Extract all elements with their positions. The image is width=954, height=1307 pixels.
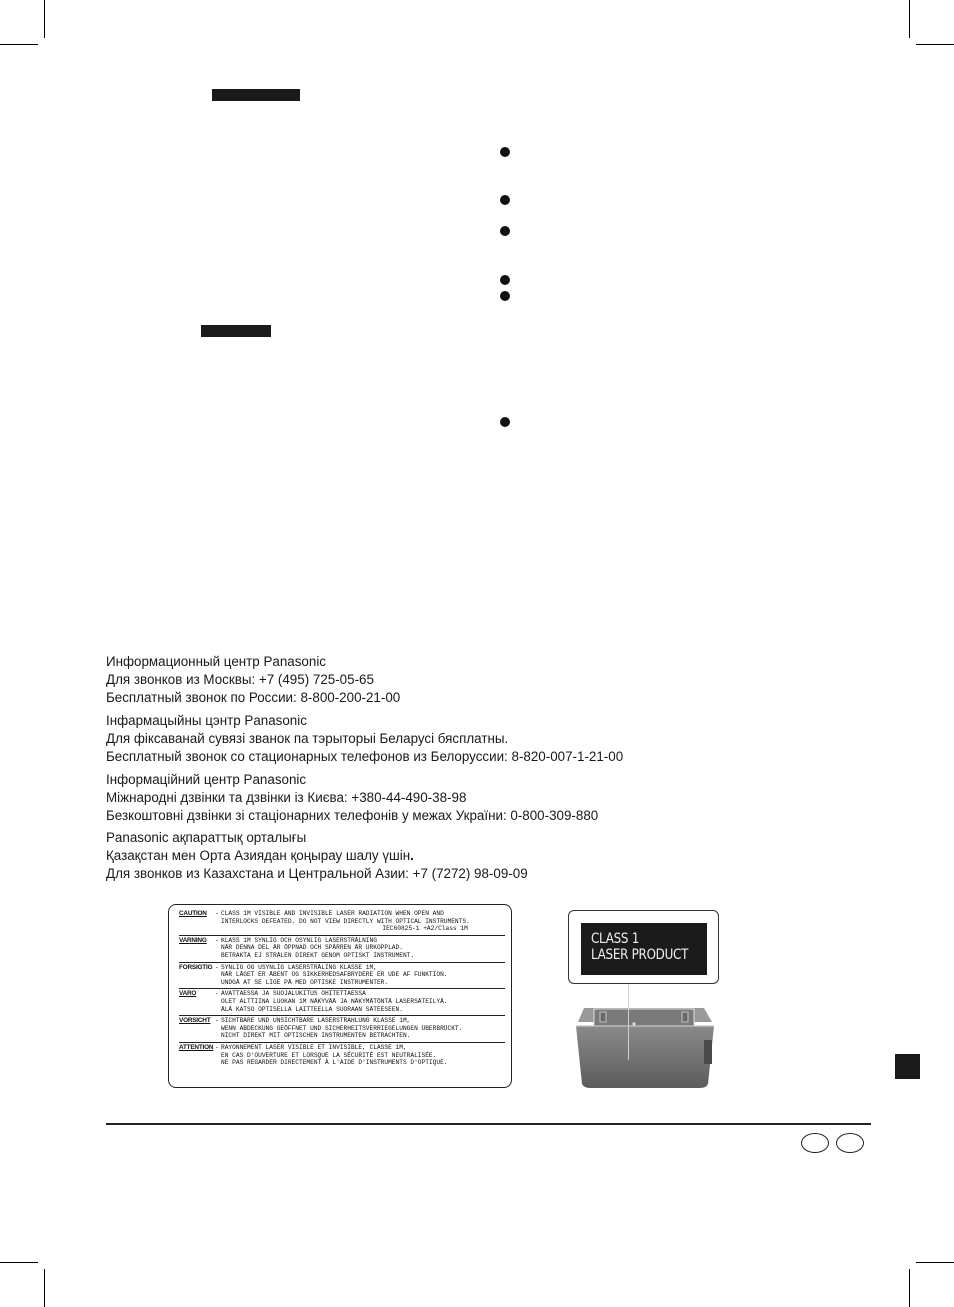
contact-block-ukraine — [106, 771, 806, 825]
warning-line: ÄLÄ KATSO OPTISELLA LAITTEELLA SUORAAN SÄTEESEEN. — [221, 1005, 403, 1013]
warning-key: CAUTION — [179, 910, 207, 917]
contact-line: Бесплатный звонок со стационарных телефонов из Белоруссии: 8-820-007-1-21-00 — [106, 749, 624, 764]
bullet-icon — [500, 291, 510, 301]
warning-line: KLASS 1M SYNLIG OCH OSYNLIG LASERSTRÅLNING — [221, 936, 377, 944]
warning-row: ATTENTION - RAYONNEMENT LASER VISIBLE ET INVISIBLE, CLASSE 1M, EN CAS D'OUVERTURE ET LORSQUE LA SÉCURITÉ EST NEUTRALISÉE. NE PAS REGARDER DIRECTEMENT À L'AIDE D'INSTRUMENTS D'OPTIQUE. — [179, 1043, 448, 1067]
warning-line: BETRAKTA EJ STRÅLEN DIREKT GENOM OPTISKT INSTRUMENT. — [221, 951, 415, 959]
crop-mark — [916, 1262, 954, 1263]
warning-line: AVATTAESSA JA SUOJALUKITUS OHITETTAESSA — [221, 990, 366, 998]
crop-mark — [909, 0, 910, 38]
device-illustration — [570, 1000, 720, 1092]
warning-line: CLASS 1M VISIBLE AND INVISIBLE LASER RADIATION WHEN OPEN AND — [221, 910, 444, 917]
warning-line: INTERLOCKS DEFEATED. DO NOT VIEW DIRECTLY WITH OPTICAL INSTRUMENTS. — [221, 917, 470, 925]
warning-row: VARO - AVATTAESSA JA SUOJALUKITUS OHITETTAESSA OLET ALTTIINA LUOKAN 1M NÄKYVÄÄ JA NÄKYMÄTÖNTÄ LASERSÄTEILYÄ. ÄLÄ KATSO OPTISELLA LAITTEELLA SUORAAN SÄTEESEEN. — [179, 989, 505, 1016]
contact-line: Бесплатный звонок по России: 8-800-200-21-00 — [106, 690, 401, 705]
class-label-line2: LASER PRODUCT — [591, 947, 689, 963]
warning-line: SICHTBARE UND UNSICHTBARE LASERSTRAHLUNG KLASSE 1M, — [221, 1017, 411, 1025]
warning-line: RAYONNEMENT LASER VISIBLE ET INVISIBLE, CLASSE 1M, — [221, 1043, 407, 1051]
bullet-icon — [500, 417, 510, 427]
crop-mark — [44, 0, 45, 38]
heading-bar — [201, 325, 271, 337]
contact-block-belarus — [106, 712, 806, 766]
warning-row: CAUTION - CLASS 1M VISIBLE AND INVISIBLE LASER RADIATION WHEN OPEN AND INTERLOCKS DEFEATED. DO NOT VIEW DIRECTLY WITH OPTICAL INSTRUMENTS. IEC60825-1 +A2/Class 1M — [179, 909, 505, 936]
crop-mark — [909, 1269, 910, 1307]
crop-mark — [44, 1269, 45, 1307]
warning-key: VARNING — [179, 936, 207, 944]
bullet-icon — [500, 275, 510, 285]
page-oval-marker — [836, 1133, 864, 1153]
contact-title: Информационный центр Panasonic — [106, 654, 326, 669]
warning-reference: IEC60825-1 +A2/Class 1M — [382, 925, 468, 933]
contact-title: Інфармацыйны цэнтр Panasonic — [106, 713, 307, 728]
bullet-icon — [500, 226, 510, 236]
warning-key: VARO — [179, 990, 197, 998]
crop-mark — [916, 44, 954, 45]
contact-title: Panasonic ақпараттық орталығы — [106, 830, 307, 845]
warning-row: FORSIGTIG - SYNLIG OG USYNLIG LASERSTRÅLING KLASSE 1M, NÅR LÅGET ER ÅBENT OG SIKKERHEDSAFBRYDERE ER UDE AF FUNKTION. UNDGÅ AT SE LIGE PÅ MED OPTISKE INSTRUMENTER. — [179, 963, 505, 990]
warning-row: VORSICHT - SICHTBARE UND UNSICHTBARE LASERSTRAHLUNG KLASSE 1M, WENN ABDECKUNG GEÖFFNET UND SICHERHEITSVERRIEGELUNGEN ÜBERBRÜCKT. NICHT DIREKT MIT OPTISCHEN INSTRUMENTEN BETRACHTEN. — [179, 1016, 505, 1043]
class-label-frame — [568, 910, 719, 984]
warning-line: OLET ALTTIINA LUOKAN 1M NÄKYVÄÄ JA NÄKYMÄTÖNTÄ LASERSÄTEILYÄ. — [221, 997, 448, 1005]
section-tab-marker — [895, 1054, 920, 1079]
warning-line: UNDGÅ AT SE LIGE PÅ MED OPTISKE INSTRUMENTER. — [221, 978, 389, 986]
contact-line: Для фіксаванай сувязі званок па тэрыторыі Беларусі бясплатны. — [106, 731, 509, 746]
crop-mark — [0, 44, 38, 45]
warning-line: NÄR DENNA DEL ÄR ÖPPNAD OCH SPÄRREN ÄR URKOPPLAD. — [221, 944, 403, 952]
contact-line: Безкоштовні дзвінки зі стаціонарних телефонів у межах України: 0-800-309-880 — [106, 808, 599, 823]
warning-line: EN CAS D'OUVERTURE ET LORSQUE LA SÉCURITÉ EST NEUTRALISÉE. — [221, 1051, 437, 1059]
warning-line: SYNLIG OG USYNLIG LASERSTRÅLING KLASSE 1M, — [221, 963, 377, 971]
warning-line: WENN ABDECKUNG GEÖFFNET UND SICHERHEITSVERRIEGELUNGEN ÜBERBRÜCKT. — [221, 1024, 463, 1032]
warning-key: ATTENTION — [179, 1043, 214, 1051]
bullet-icon — [500, 195, 510, 205]
contact-line: Міжнародні дзвінки та дзвінки із Києва: +380-44-490-38-98 — [106, 790, 467, 805]
contact-title: Інформаційний центр Panasonic — [106, 772, 307, 787]
contact-line: Для звонков из Москвы: +7 (495) 725-05-65 — [106, 672, 374, 687]
warning-line: NICHT DIREKT MIT OPTISCHEN INSTRUMENTEN BETRACHTEN. — [221, 1032, 411, 1040]
contact-block-kazakhstan — [106, 829, 806, 883]
warning-line: NÅR LÅGET ER ÅBENT OG SIKKERHEDSAFBRYDERE ER UDE AF FUNKTION. — [221, 971, 448, 979]
footer-rule — [106, 1123, 871, 1125]
class-1-laser-label — [581, 923, 707, 975]
page-oval-marker — [801, 1133, 829, 1153]
contact-line-wrap: Қазақстан мен Орта Азиядан қоңырау шалу үшін. — [106, 848, 414, 863]
contact-line: Қазақстан мен Орта Азиядан қоңырау шалу үшін — [106, 848, 411, 863]
class-label-line1: CLASS 1 — [591, 931, 640, 947]
warning-key: VORSICHT — [179, 1017, 211, 1025]
warning-key: FORSIGTIG — [179, 963, 213, 971]
contact-line: Для звонков из Казахстана и Центральной Азии: +7 (7272) 98-09-09 — [106, 866, 528, 881]
laser-warning-label — [168, 904, 512, 1088]
warning-line: NE PAS REGARDER DIRECTEMENT À L'AIDE D'INSTRUMENTS D'OPTIQUE. — [221, 1059, 448, 1067]
label-pointer-line — [628, 984, 629, 1060]
crop-mark — [0, 1262, 38, 1263]
contact-block-russia — [106, 653, 806, 707]
bullet-icon — [500, 147, 510, 157]
heading-bar — [212, 89, 300, 101]
warning-row: VARNING - KLASS 1M SYNLIG OCH OSYNLIG LASERSTRÅLNING NÄR DENNA DEL ÄR ÖPPNAD OCH SPÄRREN ÄR URKOPPLAD. BETRAKTA EJ STRÅLEN DIREKT GENOM OPTISKT INSTRUMENT. — [179, 936, 505, 963]
